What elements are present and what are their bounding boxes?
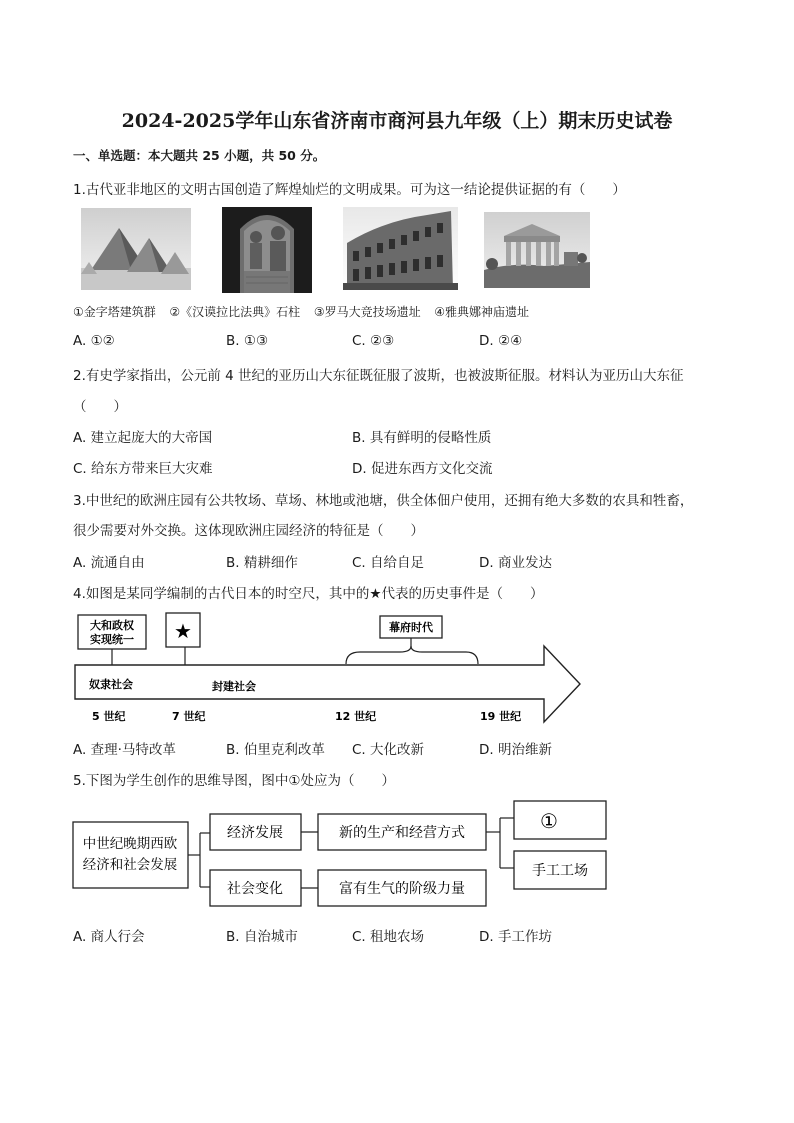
workshop-label: 手工工场 xyxy=(532,863,588,879)
tick-7th-century: 7 世纪 xyxy=(172,710,206,723)
question-3-stem-line2: 很少需要对外交换。这体现欧洲庄园经济的特征是（ ） xyxy=(73,523,424,539)
q2-option-c[interactable]: C. 给东方带来巨大灾难 xyxy=(73,461,213,477)
athena-temple-image xyxy=(484,212,590,288)
q2-option-d[interactable]: D. 促进东西方文化交流 xyxy=(352,461,493,477)
question-3-stem-line1: 3.中世纪的欧洲庄园有公共牧场、草场、林地或池塘，供全体佃户使用，还拥有绝大多数的农具和牲畜， xyxy=(73,493,694,509)
section-heading: 一、单选题：本大题共 25 小题，共 50 分。 xyxy=(73,148,326,163)
mind-map-diagram xyxy=(70,798,615,916)
q3-option-c[interactable]: C. 自给自足 xyxy=(352,555,425,571)
bakufu-brace xyxy=(346,646,478,664)
slave-society-label: 奴隶社会 xyxy=(89,678,133,691)
question-1-stem: 1.古代亚非地区的文明古国创造了辉煌灿烂的文明成果。可为这一结论提供证据的有（ ） xyxy=(73,182,626,198)
q5-option-d[interactable]: D. 手工作坊 xyxy=(479,929,552,945)
root-node xyxy=(73,822,188,888)
economy-label: 经济发展 xyxy=(227,825,283,841)
feudal-society-label: 封建社会 xyxy=(212,680,256,693)
blank-node xyxy=(514,801,606,839)
tick-12th-century: 12 世纪 xyxy=(335,710,377,723)
image-captions xyxy=(73,303,529,320)
caption-4: ④雅典娜神庙遗址 xyxy=(434,305,530,319)
tick-5th-century: 5 世纪 xyxy=(92,710,126,723)
q4-option-c[interactable]: C. 大化改新 xyxy=(352,742,425,758)
society-label: 社会变化 xyxy=(227,881,283,897)
q1-option-c[interactable]: C. ②③ xyxy=(352,333,395,349)
question-2-stem-line2: （ ） xyxy=(73,399,127,415)
q3-option-b[interactable]: B. 精耕细作 xyxy=(226,555,298,571)
question-2-stem-line1: 2.有史学家指出，公元前 4 世纪的亚历山大东征既征服了波斯，也被波斯征服。材料认为亚历山大东征 xyxy=(73,368,684,384)
q1-option-b[interactable]: B. ①③ xyxy=(226,333,269,349)
q1-option-d[interactable]: D. ②④ xyxy=(479,333,523,349)
q5-option-c[interactable]: C. 租地农场 xyxy=(352,929,425,945)
q5-option-b[interactable]: B. 自治城市 xyxy=(226,929,298,945)
page-title: 2024-2025学年山东省济南市商河县九年级（上）期末历史试卷 xyxy=(121,110,673,132)
q4-option-a[interactable]: A. 查理·马特改革 xyxy=(73,742,176,758)
caption-1: ①金字塔建筑群 xyxy=(73,305,156,319)
blank-marker: ① xyxy=(540,809,558,833)
japan-timeline-diagram xyxy=(70,608,590,728)
yamato-line2: 实现统一 xyxy=(90,633,134,646)
q5-option-a[interactable]: A. 商人行会 xyxy=(73,929,145,945)
colosseum-image xyxy=(343,207,458,290)
root-line1: 中世纪晚期西欧 xyxy=(82,836,178,852)
new-mode-label: 新的生产和经营方式 xyxy=(339,825,465,841)
q3-option-d[interactable]: D. 商业发达 xyxy=(479,555,552,571)
q1-option-a[interactable]: A. ①② xyxy=(73,333,115,349)
yamato-line1: 大和政权 xyxy=(90,619,134,632)
q4-option-b[interactable]: B. 伯里克利改革 xyxy=(226,742,325,758)
question-5-stem: 5.下图为学生创作的思维导图，图中①处应为（ ） xyxy=(73,773,395,789)
q3-option-a[interactable]: A. 流通自由 xyxy=(73,555,145,571)
bakufu-label: 幕府时代 xyxy=(389,621,433,634)
class-force-label: 富有生气的阶级力量 xyxy=(339,881,465,897)
star-icon: ★ xyxy=(174,619,192,643)
caption-2: ②《汉谟拉比法典》石柱 xyxy=(169,305,301,319)
q2-option-a[interactable]: A. 建立起庞大的大帝国 xyxy=(73,430,213,446)
tick-19th-century: 19 世纪 xyxy=(480,710,522,723)
code-of-hammurabi-image xyxy=(222,207,312,293)
q2-option-b[interactable]: B. 具有鲜明的侵略性质 xyxy=(352,430,492,446)
caption-3: ③罗马大竞技场遗址 xyxy=(313,305,421,319)
q4-option-d[interactable]: D. 明治维新 xyxy=(479,742,552,758)
question-4-stem: 4.如图是某同学编制的古代日本的时空尺，其中的★代表的历史事件是（ ） xyxy=(73,586,544,602)
pyramids-image xyxy=(81,208,191,290)
root-line2: 经济和社会发展 xyxy=(82,857,178,873)
